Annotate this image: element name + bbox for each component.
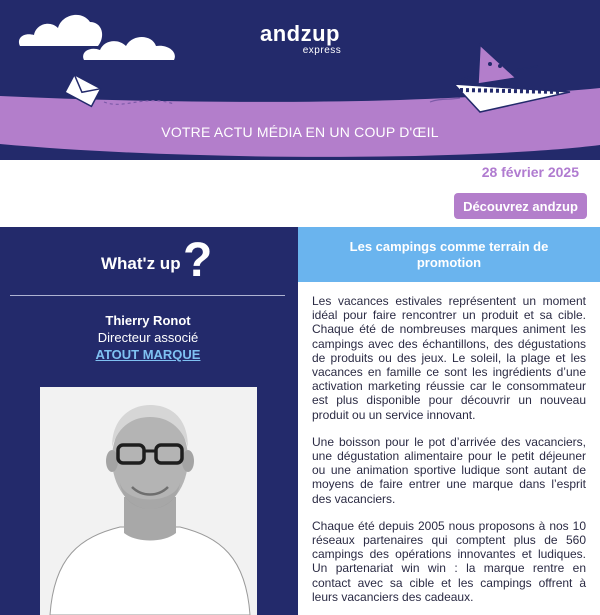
issue-date: 28 février 2025	[481, 164, 579, 180]
envelope-icon	[64, 74, 184, 114]
article-paragraph: Une boisson pour le pot d’arrivée des vacanciers, une dégustation alimentaire pour le petit déjeuner ou une animation sportive ludique sont autant de moyens de faire entrer une marque dans l’esprit des vacanciers.	[312, 434, 586, 506]
article-paragraph: Les vacances estivales représentent un moment idéal pour faire rencontrer un produit et sa cible. Chaque été de nombreuses marques animent les campings avec des échantillons, des dégustations de produits ou des jeux. Le soleil, la plage et les vacances en famille ce sont les ingrédients d’une activation marketing réussie car le consommateur est plus disponible pour découvrir un nouveau produit ou un service innovant.	[312, 294, 586, 422]
divider	[10, 295, 285, 296]
article-title: Les campings comme terrain de promotion	[349, 238, 549, 270]
company-link[interactable]: ATOUT MARQUE	[95, 347, 201, 362]
header-banner	[0, 0, 600, 160]
question-mark-icon: ?	[183, 234, 213, 287]
article-body	[312, 294, 586, 615]
brand-subname: express	[302, 45, 342, 56]
article-panel	[298, 227, 600, 615]
whatsup-title: What'z up	[101, 254, 181, 273]
portrait-photo	[40, 387, 257, 615]
brand-logo[interactable]	[0, 22, 600, 56]
person-role: Directeur associé	[97, 330, 199, 345]
header-tagline: VOTRE ACTU MÉDIA EN UN COUP D'ŒIL	[161, 124, 439, 140]
article-title-band	[298, 227, 600, 282]
whatsup-panel	[0, 227, 298, 615]
brand-name: andzup	[260, 21, 340, 46]
person-name: Thierry Ronot	[105, 313, 191, 328]
article-paragraph: Chaque été depuis 2005 nous proposons à nos 10 réseaux partenaires qui comptent plus de 560 campings des opérations innovantes et ludiques. Un partenariat win win : la marque rentre en contact avec sa cible et les campings offrent à leurs vacanciers des cadeaux.	[312, 518, 586, 604]
portrait-illustration	[40, 387, 257, 615]
company-link-wrapper	[0, 346, 296, 364]
discover-andzup-button[interactable]: Découvrez andzup	[454, 193, 587, 219]
